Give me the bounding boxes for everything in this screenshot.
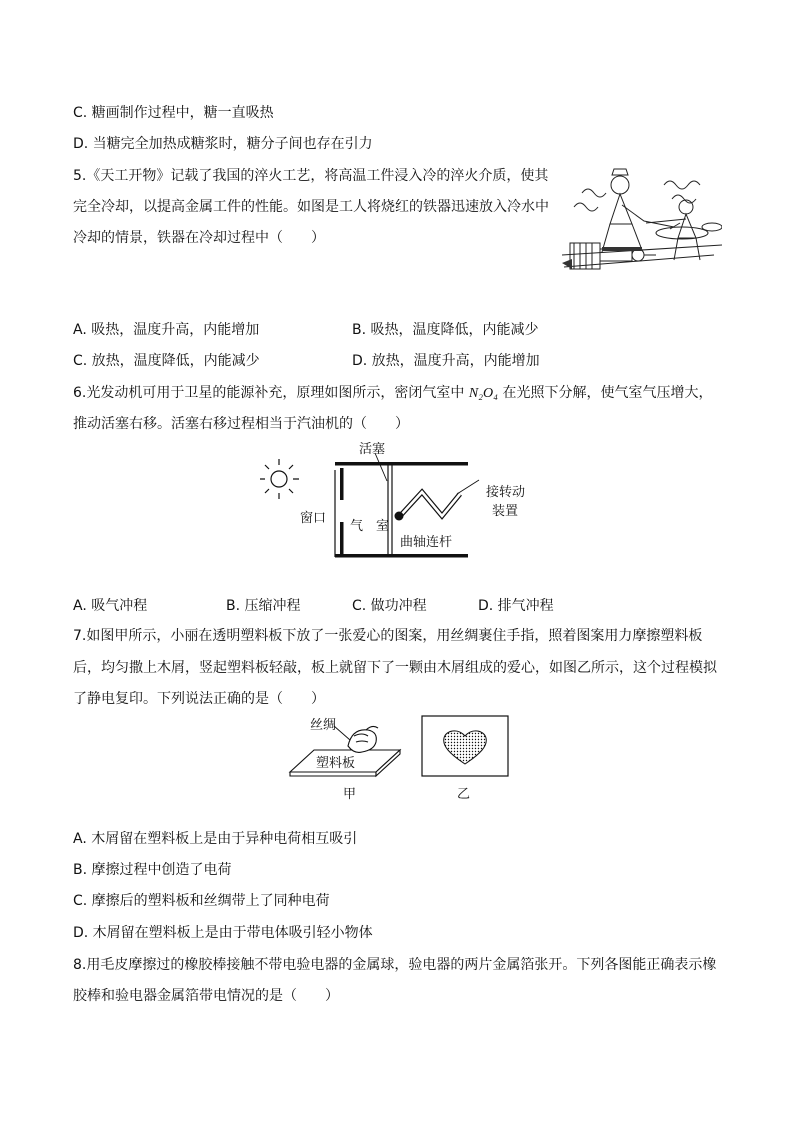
q8-stem-line2: 胶棒和验电器金属箔带电情况的是（ ） [73, 988, 339, 1004]
q6-stem-line1 [73, 384, 712, 403]
q5-option-b: B. 吸热，温度降低，内能减少 [352, 322, 539, 338]
n2o4-formula: N₂O₄ [468, 386, 498, 401]
figure-yi [420, 714, 512, 804]
label-piston: 活塞 [359, 442, 386, 457]
q5-stem-line1: 5.《天工开物》记载了我国的淬火工艺，将高温工件浸入冷的淬火介质，使其 [73, 168, 549, 184]
label-yi: 乙 [457, 787, 471, 802]
q6-option-a: A. 吸气冲程 [73, 598, 148, 614]
q6-option-c: C. 做功冲程 [352, 598, 427, 614]
label-device-line2: 装置 [492, 504, 519, 519]
figure-jia [288, 712, 408, 804]
q7-stem-line2: 后，均匀撒上木屑，竖起塑料板轻敲，板上就留下了一颗由木屑组成的爱心，如图乙所示，这个过程模拟 [73, 660, 717, 676]
q7-stem-line1: 7.如图甲所示，小丽在透明塑料板下放了一张爱心的图案，用丝绸裹住手指，照着图案用力摩擦塑料板 [73, 628, 703, 644]
label-silk: 丝绸 [310, 718, 337, 733]
q5-stem-line3: 冷却的情景，铁器在冷却过程中（ ） [73, 230, 325, 246]
q7-option-c: C. 摩擦后的塑料板和丝绸带上了同种电荷 [73, 893, 330, 909]
q8-stem-line1: 8.用毛皮摩擦过的橡胶棒接触不带电验电器的金属球，验电器的两片金属箔张开。下列各图能正确表示橡 [73, 957, 717, 973]
q5-option-c: C. 放热，温度降低，内能减少 [73, 353, 260, 369]
label-jia: 甲 [343, 787, 357, 802]
q5-option-a: A. 吸热，温度升高，内能增加 [73, 322, 260, 338]
q4-option-d: D. 当糖完全加热成糖浆时，糖分子间也存在引力 [73, 136, 373, 152]
q7-stem-line3: 了静电复印。下列说法正确的是（ ） [73, 691, 325, 707]
label-window: 窗口 [300, 511, 327, 526]
q6-option-b: B. 压缩冲程 [226, 598, 301, 614]
q7-option-d: D. 木屑留在塑料板上是由于带电体吸引轻小物体 [73, 925, 373, 941]
q6-stem-line1-post: 在光照下分解，使气室气压增大， [498, 385, 713, 401]
label-crank-rod: 曲轴连杆 [400, 535, 453, 550]
q7-option-b: B. 摩擦过程中创造了电荷 [73, 862, 232, 878]
q6-stem-line2: 推动活塞右移。活塞右移过程相当于汽油机的（ ） [73, 416, 409, 432]
quenching-illustration [562, 163, 722, 281]
label-device-line1: 接转动 [486, 485, 526, 500]
q5-stem-line2: 完全冷却，以提高金属工件的性能。如图是工人将烧红的铁器迅速放入冷水中 [73, 199, 549, 215]
label-chamber: 气 室 [350, 519, 390, 534]
q6-option-d: D. 排气冲程 [478, 598, 554, 614]
label-plastic-board: 塑料板 [316, 756, 356, 771]
q7-option-a: A. 木屑留在塑料板上是由于异种电荷相互吸引 [73, 831, 358, 847]
q5-option-d: D. 放热，温度升高，内能增加 [352, 353, 540, 369]
q6-stem-line1-pre: 6.光发动机可用于卫星的能源补充，原理如图所示，密闭气室中 [73, 385, 469, 401]
photo-engine-diagram [260, 440, 526, 560]
q4-option-c: C. 糖画制作过程中，糖一直吸热 [73, 105, 274, 121]
